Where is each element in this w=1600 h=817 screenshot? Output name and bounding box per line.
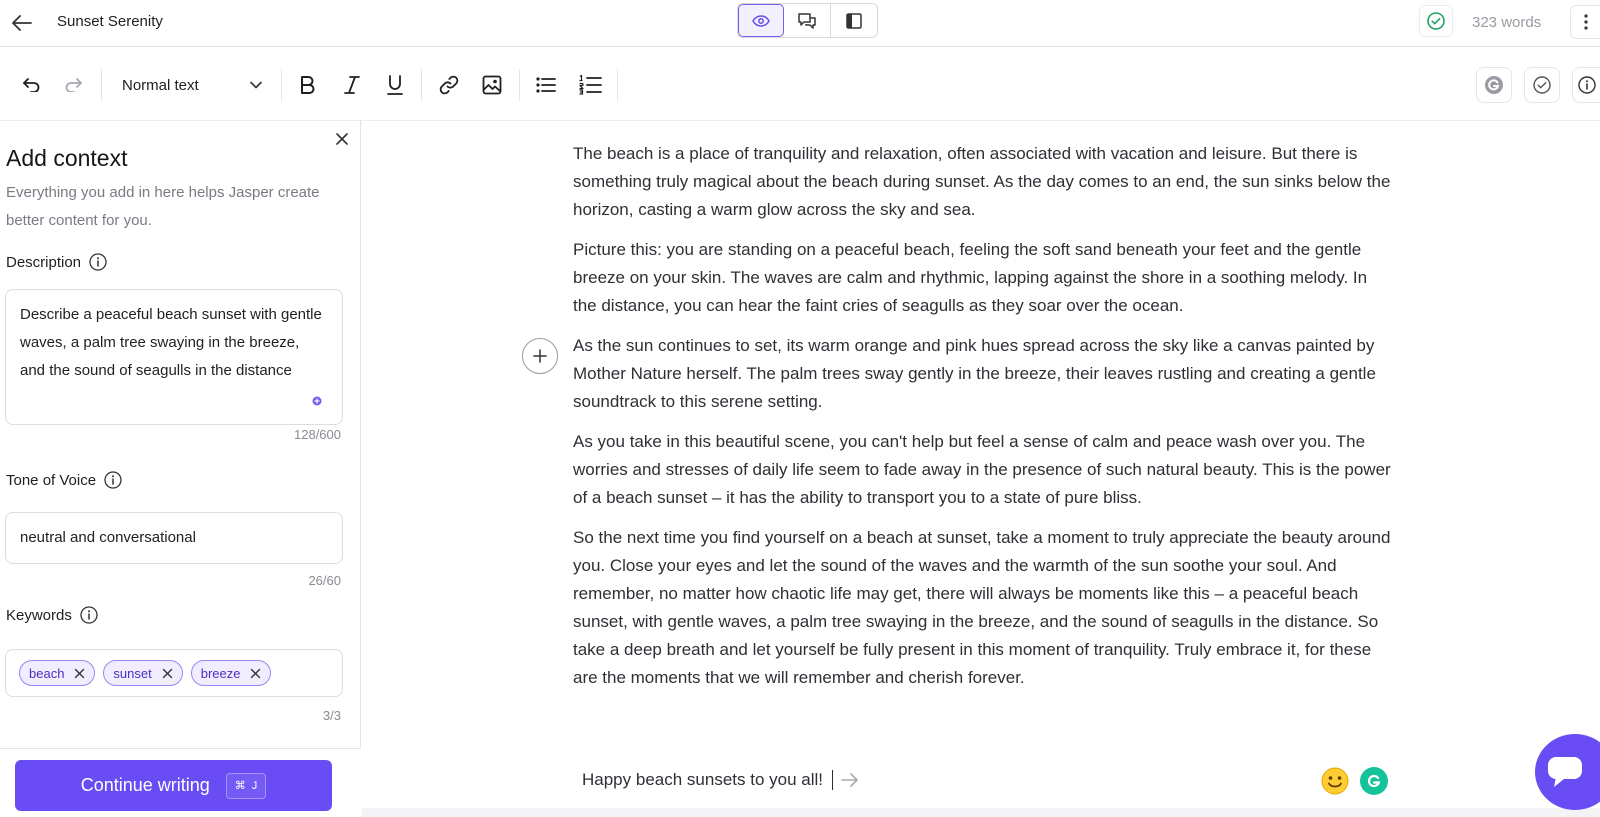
toolbar-divider: [101, 69, 102, 101]
paragraph[interactable]: So the next time you find yourself on a beach at sunset, take a moment to truly appreciate the beauty around you. Close your eyes and let the sound of the waves and the warmth of the sun soothe your soul. And remember, no matter how chaotic life may get, there will always be moments like this – a peaceful beach sunset, with gentle waves, a palm tree swaying in the breeze, and the sound of seagulls in the distance. So take a deep breath and let yourself be fully present in this moment of tranquility. Truly embrace it, for these are the moments that we will remember and cherish forever.: [573, 528, 1391, 687]
tone-counter: 26/60: [308, 573, 341, 588]
chat-bubbles-icon: [798, 13, 816, 29]
text-style-select[interactable]: [122, 71, 262, 99]
paragraph[interactable]: Picture this: you are standing on a peaceful beach, feeling the soft sand beneath your feet and the gentle breeze on your skin. The waves are calm and rhythmic, lapping against the shore in a soothing melody. In the distance, you can hear the faint cries of seagulls as they soar over the ocean.: [573, 240, 1368, 315]
continue-writing-label: Continue writing: [80, 775, 210, 795]
check-circle-icon: [1533, 76, 1551, 94]
bulleted-list-button[interactable]: [532, 71, 560, 99]
description-field[interactable]: [5, 289, 343, 425]
insert-block-button[interactable]: [522, 338, 558, 374]
remove-keyword-icon[interactable]: [74, 668, 85, 679]
image-icon: [482, 75, 502, 95]
sidebar-panel-icon: [846, 13, 862, 29]
grammarly-icon: [1484, 75, 1504, 95]
eye-icon: [752, 15, 770, 27]
redo-button[interactable]: [60, 71, 88, 99]
comments-mode-button[interactable]: [784, 4, 830, 37]
toolbar-divider: [421, 69, 422, 101]
keyword-chip-label: breeze: [200, 665, 241, 681]
undo-icon: [22, 78, 40, 92]
paragraph[interactable]: The beach is a place of tranquility and relaxation, often associated with vacation and leisure. But there is something truly magical about the beach during sunset. As the day comes to an end, the sun sinks below the horizon, casting a warm glow across the sky and sea.: [573, 144, 1391, 219]
word-count: 323 words: [1472, 14, 1542, 31]
underline-button[interactable]: [381, 71, 409, 99]
top-bar: [0, 0, 1600, 47]
info-icon[interactable]: [89, 253, 107, 271]
context-sidebar: [0, 121, 361, 817]
grammarly-button[interactable]: [1360, 767, 1388, 795]
remove-keyword-icon[interactable]: [250, 668, 261, 679]
italic-button[interactable]: [338, 71, 366, 99]
keywords-field[interactable]: [5, 649, 343, 697]
keywords-counter: 3/3: [322, 708, 341, 723]
tone-label: [6, 471, 122, 489]
keyword-chip-label: beach: [29, 665, 65, 681]
info-button[interactable]: [1572, 67, 1600, 103]
formatting-toolbar: [0, 47, 1600, 121]
command-key-icon: ⌘: [234, 780, 246, 792]
chevron-down-icon: [250, 81, 262, 89]
description-value: Describe a peaceful beach sunset with gentle waves, a palm tree swaying in the breeze, and the sound of seagulls in the distance: [20, 306, 322, 379]
current-line[interactable]: [582, 770, 859, 790]
close-icon: [336, 133, 348, 145]
underline-icon: [387, 75, 403, 95]
arrow-right-icon[interactable]: [841, 773, 859, 787]
redo-icon: [65, 78, 83, 92]
paragraph[interactable]: As the sun continues to set, its warm orange and pink hues spread across the sky like a canvas painted by Mother Nature herself. The palm trees sway gently in the breeze, their leaves rustling and creating a gentle soundtrack to this serene setting.: [573, 336, 1376, 411]
toolbar-divider: [519, 69, 520, 101]
sidebar-subtitle: Everything you add in here helps Jasper create better content for you.: [6, 184, 320, 229]
link-icon: [439, 75, 459, 95]
toolbar-divider: [281, 69, 282, 101]
keyword-chip: [191, 660, 272, 686]
check-circle-icon: [1427, 12, 1445, 30]
close-sidebar-button[interactable]: [332, 129, 352, 149]
grammar-check-button[interactable]: [1476, 67, 1512, 103]
grammarly-icon: [1365, 772, 1383, 790]
shortcut-key: J: [251, 779, 258, 792]
undo-button[interactable]: [17, 71, 45, 99]
status-check-button[interactable]: [1419, 5, 1453, 37]
preview-mode-button[interactable]: [738, 4, 784, 37]
plus-icon: [533, 349, 547, 363]
view-mode-group: [737, 3, 878, 38]
toolbar-divider: [617, 69, 618, 101]
bold-icon: [300, 75, 316, 95]
tone-value: neutral and conversational: [20, 529, 196, 546]
text-style-value: Normal text: [122, 76, 199, 94]
document-title[interactable]: Sunset Serenity: [57, 13, 163, 30]
bold-button[interactable]: [294, 71, 322, 99]
keywords-label: [6, 606, 98, 624]
chat-icon: [1546, 755, 1586, 789]
info-icon[interactable]: [104, 471, 122, 489]
keyword-chip-label: sunset: [113, 665, 152, 681]
numbered-list-button[interactable]: [576, 71, 604, 99]
document-editor[interactable]: [362, 121, 1600, 817]
current-line-text: Happy beach sunsets to you all!: [582, 770, 823, 789]
arrow-left-icon: [12, 15, 32, 31]
smiley-icon[interactable]: [1321, 767, 1349, 795]
description-counter: 128/600: [294, 427, 341, 442]
tone-of-voice-field[interactable]: [5, 512, 343, 564]
paragraph[interactable]: As you take in this beautiful scene, you can't help but feel a sense of calm and peace wash over you. The worries and stresses of daily life seem to fade away in the presence of such natural beauty. This is the power of a beach sunset – it has the ability to transport you to a state of pure bliss.: [573, 432, 1391, 507]
italic-icon: [344, 75, 360, 95]
bulleted-list-icon: [536, 77, 556, 93]
description-label-text: Description: [6, 253, 82, 271]
back-button[interactable]: [8, 9, 36, 37]
sparkle-icon[interactable]: [312, 396, 322, 406]
continue-writing-button[interactable]: [15, 760, 332, 811]
image-button[interactable]: [478, 71, 506, 99]
keywords-label-text: Keywords: [6, 606, 72, 624]
shortcut-badge: [226, 773, 267, 799]
numbered-list-icon: [578, 75, 602, 95]
keyword-chip: [19, 660, 95, 686]
description-label: [6, 253, 107, 271]
tone-label-text: Tone of Voice: [6, 471, 97, 489]
more-options-button[interactable]: [1570, 5, 1600, 39]
panel-mode-button[interactable]: [831, 4, 877, 37]
vertical-dots-icon: [1584, 14, 1588, 30]
check-button[interactable]: [1524, 67, 1560, 103]
link-button[interactable]: [435, 71, 463, 99]
remove-keyword-icon[interactable]: [162, 668, 173, 679]
text-caret: [832, 770, 833, 790]
horizontal-scroll-area: [362, 808, 1600, 817]
keyword-chip: [103, 660, 182, 686]
info-icon: [1578, 76, 1596, 94]
document-body[interactable]: [573, 140, 1393, 704]
sidebar-footer: [0, 748, 361, 817]
sidebar-title: Add context: [6, 145, 128, 171]
info-icon[interactable]: [80, 606, 98, 624]
